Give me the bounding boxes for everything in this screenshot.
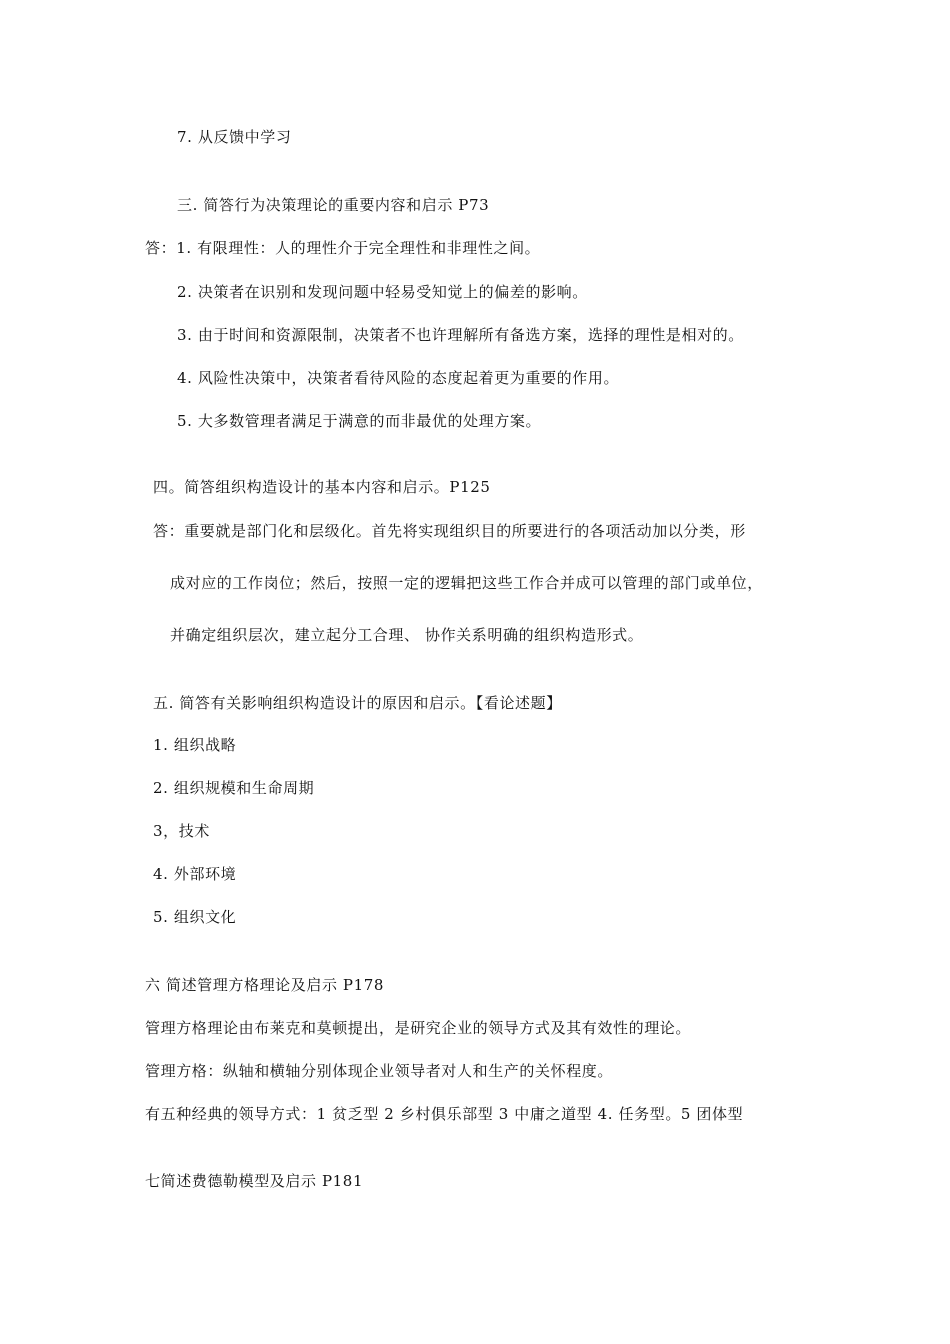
list-item-1: 1. 组织战略 [153,736,237,754]
section-heading-3: 三. 简答行为决策理论的重要内容和启示 P73 [177,196,490,214]
answer-line-4: 4. 风险性决策中，决策者看待风险的态度起着更为重要的作用。 [177,369,620,387]
answer-line-5: 5. 大多数管理者满足于满意的而非最优的处理方案。 [177,412,542,430]
paragraph-line: 管理方格理论由布莱克和莫顿提出，是研究企业的领导方式及其有效性的理论。 [145,1019,692,1037]
list-item-2: 2. 组织规模和生命周期 [153,779,315,797]
list-item-7-learn-from-feedback: 7. 从反馈中学习 [177,128,292,146]
list-item-5: 5. 组织文化 [153,908,237,926]
answer-line-1: 答：1. 有限理性：人的理性介于完全理性和非理性之间。 [145,239,541,257]
paragraph-line-1: 答：重要就是部门化和层级化。首先将实现组织目的所要进行的各项活动加以分类，形 [153,522,746,540]
answer-line-3: 3. 由于时间和资源限制，决策者不也许理解所有备选方案，选择的理性是相对的。 [177,326,744,344]
section-heading-6: 六 简述管理方格理论及启示 P178 [145,976,385,994]
paragraph-line: 有五种经典的领导方式：1 贫乏型 2 乡村俱乐部型 3 中庸之道型 4. 任务型。5 团体型 [145,1105,744,1123]
section-heading-5: 五. 简答有关影响组织构造设计的原因和启示。【看论述题】 [153,694,562,712]
list-item-4: 4. 外部环境 [153,865,237,883]
section-heading-4: 四。简答组织构造设计的基本内容和启示。P125 [153,478,491,496]
paragraph-line-3: 并确定组织层次，建立起分工合理、 协作关系明确的组织构造形式。 [170,626,644,644]
answer-line-2: 2. 决策者在识别和发现问题中轻易受知觉上的偏差的影响。 [177,283,588,301]
list-item-3: 3，技术 [153,822,210,840]
section-heading-7: 七简述费德勒模型及启示 P181 [145,1172,364,1190]
paragraph-line: 管理方格：纵轴和横轴分别体现企业领导者对人和生产的关怀程度。 [145,1062,614,1080]
paragraph-line-2: 成对应的工作岗位；然后，按照一定的逻辑把这些工作合并成可以管理的部门或单位， [170,574,763,592]
